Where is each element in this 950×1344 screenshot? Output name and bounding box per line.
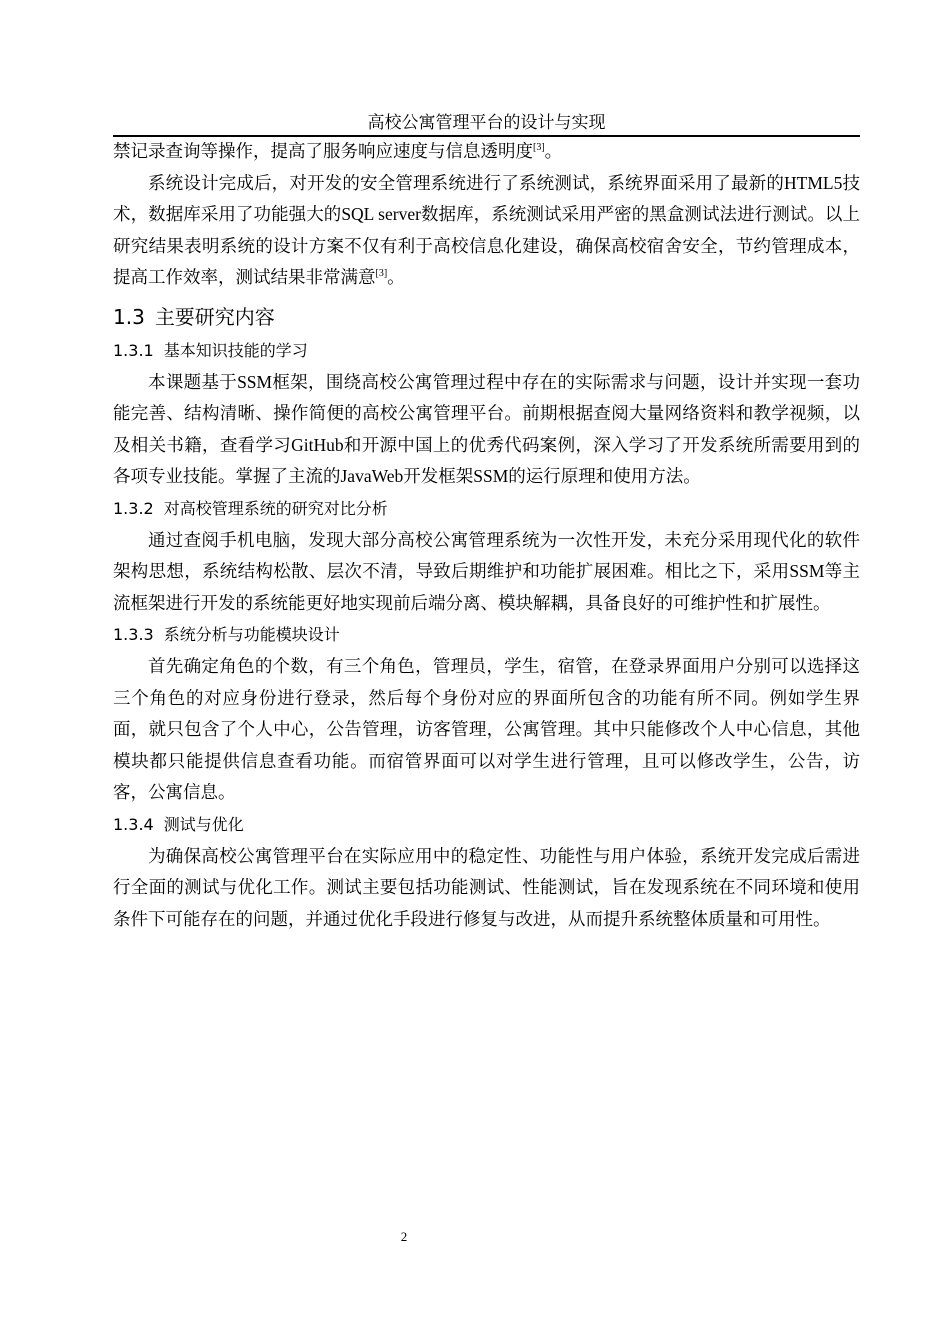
paragraph-1-3-2: 通过查阅手机电脑，发现大部分高校公寓管理系统为一次性开发，未充分采用现代化的软件架构思想，系统结构松散、层次不清，导致后期维护和功能扩展困难。相比之下，采用SSM等主流框架进行开发的系统能更好地实现前后端分离、模块解耦，具备良好的可维护性和扩展性。 xyxy=(113,529,860,613)
section-heading-1-3 xyxy=(113,303,860,331)
citation: [3] xyxy=(375,268,388,279)
subsection-number: 1.3.2 xyxy=(113,498,154,518)
subsection-number: 1.3.1 xyxy=(113,340,154,360)
page-body xyxy=(113,136,860,935)
paragraph-tail: 。 xyxy=(544,141,563,161)
subsection-heading-1-3-4 xyxy=(113,811,860,839)
running-header: 高校公寓管理平台的设计与实现 xyxy=(367,113,606,132)
subsection-heading-1-3-1 xyxy=(113,337,860,365)
subsection-title: 对高校管理系统的研究对比分析 xyxy=(163,498,388,518)
subsection-number: 1.3.4 xyxy=(113,814,154,834)
section-number: 1.3 xyxy=(113,304,145,329)
page-number: 2 xyxy=(400,1229,408,1244)
paragraph-text: 禁记录查询等操作，提高了服务响应速度与信息透明度 xyxy=(113,141,533,161)
paragraph-1-3-4: 为确保高校公寓管理平台在实际应用中的稳定性、功能性与用户体验，系统开发完成后需进行全面的测试与优化工作。测试主要包括功能测试、性能测试，旨在发现系统在不同环境和使用条件下可能存在的问题，并通过优化手段进行修复与改进，从而提升系统整体质量和可用性。 xyxy=(113,845,860,929)
subsection-heading-1-3-2 xyxy=(113,495,860,523)
paragraph-1-3-1: 本课题基于SSM框架，围绕高校公寓管理过程中存在的实际需求与问题，设计并实现一套功能完善、结构清晰、操作简便的高校公寓管理平台。前期根据查阅大量网络资料和教学视频，以及相关书籍，查看学习GitHub和开源中国上的优秀代码案例，深入学习了开发系统所需要用到的各项专业技能。掌握了主流的JavaWeb开发框架SSM的运行原理和使用方法。 xyxy=(113,371,860,486)
citation: [3] xyxy=(533,142,545,153)
subsection-title: 基本知识技能的学习 xyxy=(163,340,308,360)
section-title: 主要研究内容 xyxy=(154,304,275,329)
paragraph-tail: 。 xyxy=(387,267,405,287)
subsection-title: 系统分析与功能模块设计 xyxy=(163,625,340,644)
subsection-heading-1-3-3 xyxy=(113,621,860,649)
subsection-title: 测试与优化 xyxy=(163,814,244,834)
paragraph-system-test xyxy=(113,168,860,294)
paragraph-text: 系统设计完成后，对开发的安全管理系统进行了系统测试，系统界面采用了最新的HTML5技术，数据库采用了功能强大的SQL server数据库，系统测试采用严密的黑盒测试法进行测试。以上研究结果表明系统的设计方案不仅有利于高校信息化建设，确保高校宿舍安全，节约管理成本，提高工作效率，测试结果非常满意 xyxy=(113,172,860,287)
subsection-number: 1.3.3 xyxy=(113,625,154,644)
paragraph-1-3-3: 首先确定角色的个数，有三个角色，管理员，学生，宿管，在登录界面用户分别可以选择这三个角色的对应身份进行登录，然后每个身份对应的界面所包含的功能有所不同。例如学生界面，就只包含了个人中心，公告管理，访客管理，公寓管理。其中只能修改个人中心信息，其他模块都只能提供信息查看功能。而宿管界面可以对学生进行管理，且可以修改学生，公告，访客，公寓信息。 xyxy=(113,656,860,802)
paragraph-continued xyxy=(113,136,860,168)
